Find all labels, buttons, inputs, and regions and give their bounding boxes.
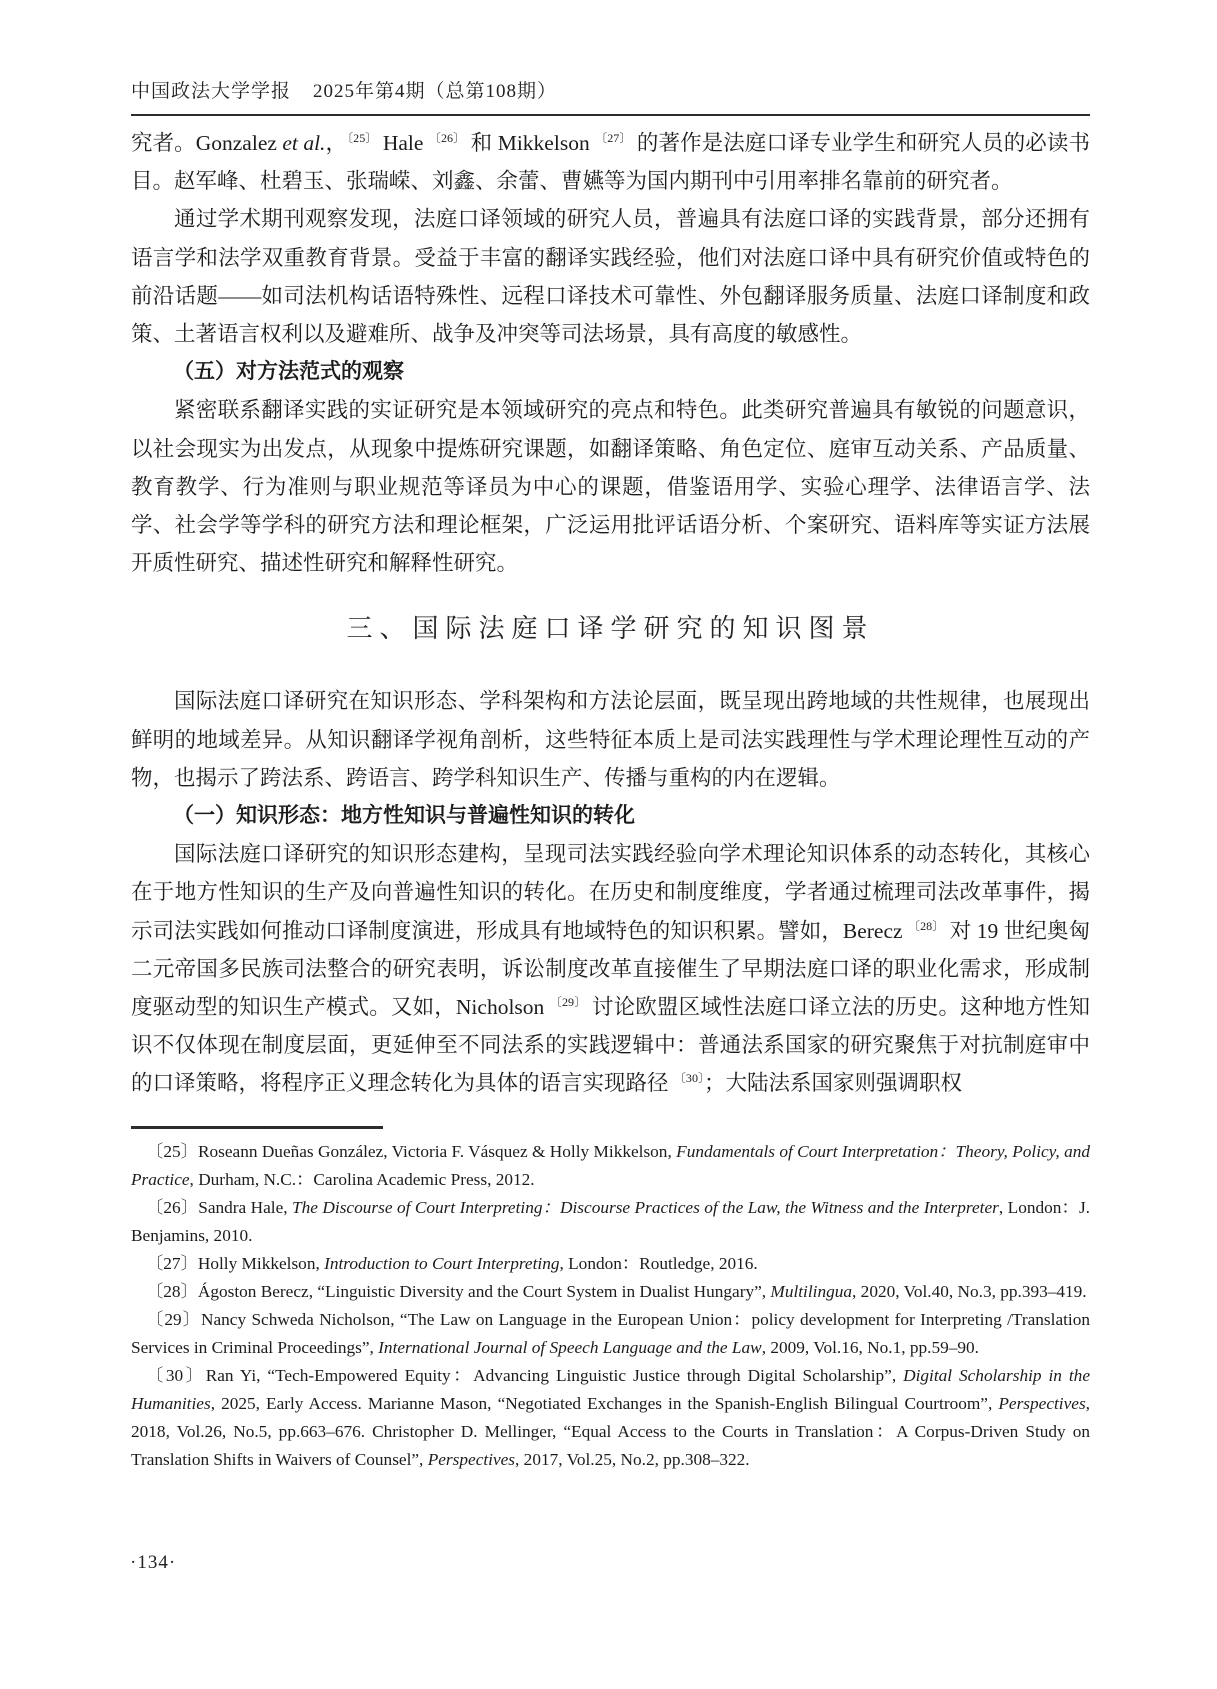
paragraph: 紧密联系翻译实践的实证研究是本领域研究的亮点和特色。此类研究普遍具有敏锐的问题意识，以社会现实为出发点，从现象中提炼研究课题，如翻译策略、角色定位、庭审互动关系、产品质量、教育教学、行为准则与职业规范等译员为中心的课题，借鉴语用学、实验心理学、法律语言学、法学、社会学等学科的研究方法和理论框架，广泛运用批评话语分析、个案研究、语料库等实证方法展开质性研究、描述性研究和解释性研究。 xyxy=(131,398,1090,576)
running-head xyxy=(131,76,1090,103)
subsection-heading-1: （一）知识形态：地方性知识与普遍性知识的转化 xyxy=(173,804,635,828)
footnote-27: 〔27〕Holly Mikkelson, Introduction to Court Interpreting, London：Routledge, 2016. xyxy=(146,1254,758,1273)
footnote-28: 〔28〕Ágoston Berecz, “Linguistic Diversity and the Court System in Dualist Hungary”, Multilingua, 2020, Vol.40, No.3, pp.393–419. xyxy=(146,1282,1087,1301)
footnote-divider xyxy=(131,1126,383,1129)
paragraph: 国际法庭口译研究的知识形态建构，呈现司法实践经验向学术理论知识体系的动态转化，其核心在于地方性知识的生产及向普遍性知识的转化。在历史和制度维度，学者通过梳理司法改革事件，揭示司法实践如何推动口译制度演进，形成具有地域特色的知识积累。譬如，Berecz $^{〔28〕}$ 对 19 世纪奥匈二元帝国多民族司法整合的研究表明，诉讼制度改革直接催生了早期法庭口译的职业化需求，形成制度驱动型的知识生产模式。又如，Nicholson $^{〔29〕}$ 讨论欧盟区域性法庭口译立法的历史。这种地方性知识不仅体现在制度层面，更延伸至不同法系的实践逻辑中：普通法系国家的研究聚焦于对抗制庭审中的口译策略，将程序正义理念转化为具体的语言实现路径 $^{〔30〕}$；大陆法系国家则强调职权 xyxy=(131,842,1090,1096)
paragraph-continuation: 究者。Gonzalez et al.，$^{〔25〕}$ Hale $^{〔26〕}$ 和 Mikkelson $^{〔27〕}$ 的著作是法庭口译专业学生和研究人员的必读书目。赵军峰、杜碧玉、张瑞嵘、刘鑫、余蕾、曹嬿等为国内期刊中引用率排名靠前的研究者。 xyxy=(131,130,1090,194)
journal-title: 中国政法大学学报 xyxy=(131,81,292,102)
issue-info: 2025年第4期（总第108期） xyxy=(313,81,558,102)
footnote-26: 〔26〕Sandra Hale, The Discourse of Court Interpreting：Discourse Practices of the Law, the Witness and the Interpreter, London：J. Benjamins, 2010. xyxy=(131,1198,1090,1245)
footnote-29: 〔29〕Nancy Schweda Nicholson, “The Law on Language in the European Union：policy development for Interpreting /Translation Services in Criminal Proceedings”, International Journal of Speech Language and the Law, 2009, Vol.16, No.1, pp.59–90. xyxy=(131,1310,1090,1357)
footnote-30: 〔30〕Ran Yi, “Tech-Empowered Equity：Advancing Linguistic Justice through Digital Scholarship”, Digital Scholarship in the Humanities, 2025, Early Access. Marianne Mason, “Negotiated Exchanges in the Spanish-English Bilingual Courtroom”, Perspectives, 2018, Vol.26, No.5, pp.663–676. Christopher D. Mellinger, “Equal Access to the Courts in Translation：A Corpus-Driven Study on Translation Shifts in Waivers of Counsel”, Perspectives, 2017, Vol.25, No.2, pp.308–322. xyxy=(131,1366,1090,1469)
section-title: 三、国际法庭口译学研究的知识图景 xyxy=(346,614,875,644)
page-number: ·134· xyxy=(130,1552,177,1573)
article-body xyxy=(131,124,1090,1103)
paragraph: 通过学术期刊观察发现，法庭口译领域的研究人员，普遍具有法庭口译的实践背景，部分还拥有语言学和法学双重教育背景。受益于丰富的翻译实践经验，他们对法庭口译中具有研究价值或特色的前沿话题——如司法机构话语特殊性、远程口译技术可靠性、外包翻译服务质量、法庭口译制度和政策、土著语言权利以及避难所、战争及冲突等司法场景，具有高度的敏感性。 xyxy=(131,207,1090,347)
footnotes-block xyxy=(131,1126,1090,1474)
subsection-heading-5: （五）对方法范式的观察 xyxy=(173,360,404,384)
footnote-25: 〔25〕Roseann Dueñas González, Victoria F. Vásquez & Holly Mikkelson, Fundamentals of Court Interpretation：Theory, Policy, and Practice, Durham, N.C.：Carolina Academic Press, 2012. xyxy=(131,1142,1091,1189)
header-divider xyxy=(131,114,1090,116)
paragraph: 国际法庭口译研究在知识形态、学科架构和方法论层面，既呈现出跨地域的共性规律，也展现出鲜明的地域差异。从知识翻译学视角剖析，这些特征本质上是司法实践理性与学术理论理性互动的产物，也揭示了跨法系、跨语言、跨学科知识生产、传播与重构的内在逻辑。 xyxy=(131,689,1090,790)
